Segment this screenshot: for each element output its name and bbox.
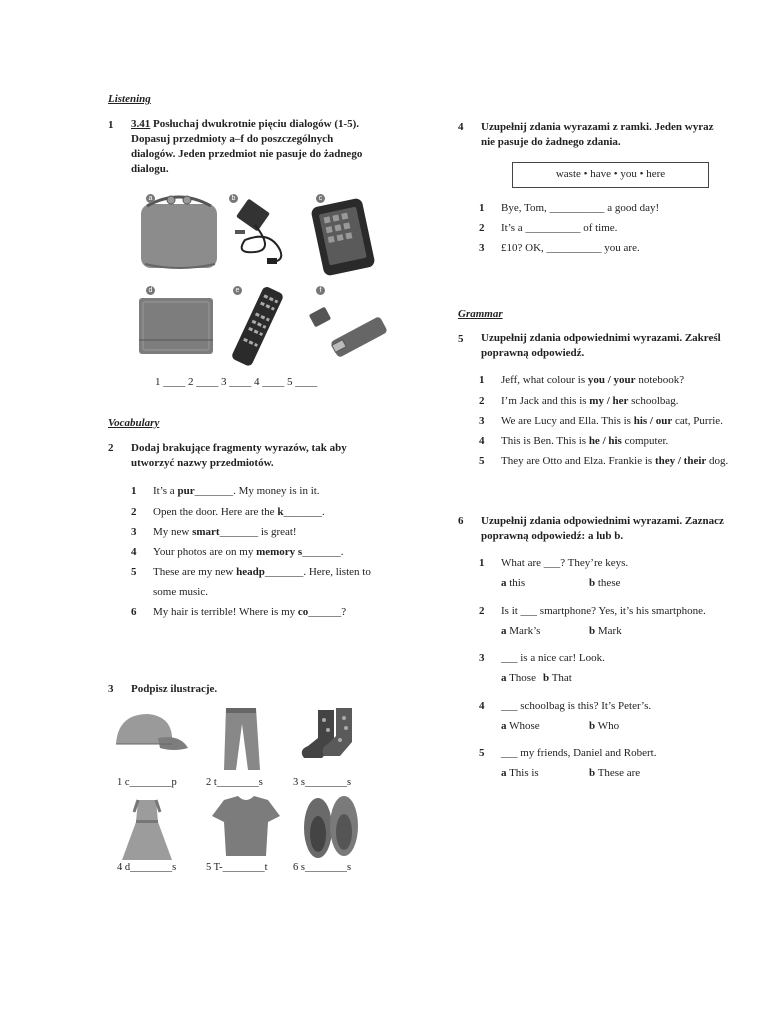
item-question: ___ my friends, Daniel and Robert. bbox=[501, 747, 657, 759]
option-text: these bbox=[597, 577, 621, 589]
item-bold: pur bbox=[177, 485, 195, 497]
task-4-line-2: nie pasuje do żadnego zdania. bbox=[481, 136, 621, 148]
item-text: Bye, Tom, __________ a good day! bbox=[501, 202, 660, 214]
option-a[interactable] bbox=[501, 720, 540, 732]
option-text: Mark bbox=[597, 625, 622, 637]
charger-image bbox=[235, 199, 281, 264]
task-3-label-1[interactable]: 1 c________p bbox=[117, 777, 177, 788]
task-3-label-3[interactable]: 3 s________s bbox=[293, 777, 352, 788]
track-number: 3.41 bbox=[131, 118, 151, 130]
item-number: 1 bbox=[131, 485, 137, 497]
wallet-image bbox=[139, 298, 213, 354]
item-text: £10? OK, __________ you are. bbox=[501, 242, 640, 254]
task-6-instruction bbox=[481, 514, 766, 544]
badge-e: e bbox=[233, 286, 242, 295]
option-b[interactable] bbox=[589, 720, 619, 732]
task-5-line-2: poprawną odpowiedź. bbox=[481, 347, 585, 359]
option-b[interactable] bbox=[589, 767, 640, 779]
task-6-item-4 bbox=[479, 700, 764, 718]
badge-f: f bbox=[316, 286, 325, 295]
task-1-line-3: dialogów. Jeden przedmiot nie pasuje do żadnego bbox=[131, 148, 363, 160]
item-number: 2 bbox=[131, 506, 137, 518]
option-text: Those bbox=[509, 672, 536, 684]
task-2-item-5-cont bbox=[131, 586, 421, 606]
task-6-item-4-options bbox=[501, 720, 701, 738]
task-1-answer-blanks[interactable]: 1 ____ 2 ____ 3 ____ 4 ____ 5 ____ bbox=[155, 376, 318, 388]
task-5-line-1: Uzupełnij zdania odpowiednimi wyrazami. Zakreśl bbox=[481, 332, 721, 344]
task-3-pictures bbox=[108, 704, 378, 884]
task-2-number: 2 bbox=[108, 442, 114, 454]
item-bold: smart bbox=[192, 526, 220, 538]
task-3-number: 3 bbox=[108, 683, 114, 695]
option-letter: a bbox=[501, 767, 507, 779]
item-text: It’s a bbox=[153, 485, 178, 497]
item-number: 1 bbox=[479, 557, 485, 569]
task-5-item-3[interactable] bbox=[479, 415, 764, 435]
option-text: These are bbox=[597, 767, 641, 779]
task-4-instruction bbox=[481, 120, 761, 150]
task-3-label-6[interactable]: 6 s________s bbox=[293, 862, 352, 873]
task-6-item-1-options bbox=[501, 577, 701, 595]
item-text: some music. bbox=[153, 586, 208, 598]
option-a[interactable] bbox=[501, 625, 540, 637]
item-bold: co bbox=[297, 606, 309, 618]
item-number: 5 bbox=[479, 455, 485, 467]
grammar-header: Grammar bbox=[458, 308, 503, 320]
task-1-instruction bbox=[131, 117, 411, 177]
item-choice[interactable]: he / his bbox=[588, 435, 622, 447]
task-1-line-1: Posłuchaj dwukrotnie pięciu dialogów (1-5). bbox=[150, 118, 360, 130]
item-question: Is it ___ smartphone? Yes, it’s his smartphone. bbox=[501, 605, 706, 617]
task-2-item-1[interactable] bbox=[131, 485, 421, 505]
option-text: That bbox=[551, 672, 572, 684]
task-2-item-6[interactable] bbox=[131, 606, 421, 626]
t-shirt-image bbox=[212, 796, 280, 856]
task-2-line-2: utworzyć nazwy przedmiotów. bbox=[131, 457, 274, 469]
option-letter: a bbox=[501, 625, 507, 637]
option-text: Whose bbox=[509, 720, 540, 732]
task-6-item-5 bbox=[479, 747, 764, 765]
item-question: ___ is a nice car! Look. bbox=[501, 652, 605, 664]
task-2-item-4[interactable] bbox=[131, 546, 421, 566]
task-2-item-2[interactable] bbox=[131, 506, 421, 526]
task-5-item-1[interactable] bbox=[479, 374, 764, 394]
task-2-item-3[interactable] bbox=[131, 526, 421, 546]
item-number: 2 bbox=[479, 222, 485, 234]
task-5-item-4[interactable] bbox=[479, 435, 764, 455]
task-4-line-1: Uzupełnij zdania wyrazami z ramki. Jeden wyraz bbox=[481, 121, 714, 133]
item-text: It’s a __________ of time. bbox=[501, 222, 618, 234]
item-text-end: _______. Here, listen to bbox=[264, 566, 371, 578]
item-number: 4 bbox=[479, 700, 485, 712]
item-bold: memory s bbox=[256, 546, 303, 558]
option-letter: a bbox=[501, 577, 507, 589]
task-3-label-5[interactable]: 5 T-________t bbox=[206, 862, 268, 873]
smartphone-image bbox=[310, 197, 375, 276]
task-3-instruction: Podpisz ilustracje. bbox=[131, 683, 218, 695]
task-5-number: 5 bbox=[458, 333, 464, 345]
option-a[interactable] bbox=[501, 672, 536, 684]
option-a[interactable] bbox=[501, 577, 525, 589]
item-text: Jeff, what colour is bbox=[501, 374, 588, 386]
task-4-item-2[interactable] bbox=[479, 222, 749, 242]
word-box: waste • have • you • here bbox=[512, 162, 709, 188]
task-6-item-2-options bbox=[501, 625, 701, 643]
item-choice[interactable]: you / your bbox=[587, 374, 636, 386]
item-text: Open the door. Here are the bbox=[153, 506, 278, 518]
badge-d: d bbox=[146, 286, 155, 295]
option-letter: b bbox=[543, 672, 550, 684]
item-text: Your photos are on my bbox=[153, 546, 257, 558]
item-text: They are Otto and Elza. Frankie is bbox=[501, 455, 655, 467]
task-6-number: 6 bbox=[458, 515, 464, 527]
item-number: 6 bbox=[131, 606, 137, 618]
task-6-line-2: poprawną odpowiedź: a lub b. bbox=[481, 530, 624, 542]
task-4-item-3[interactable] bbox=[479, 242, 749, 262]
badge-c: c bbox=[316, 194, 325, 203]
listening-header: Listening bbox=[108, 93, 151, 105]
item-question: What are ___? They’re keys. bbox=[501, 557, 629, 569]
item-number: 2 bbox=[479, 395, 485, 407]
option-text: This is bbox=[509, 767, 539, 779]
dress-image bbox=[122, 800, 172, 860]
item-text: My hair is terrible! Where is my bbox=[153, 606, 298, 618]
option-text: this bbox=[509, 577, 526, 589]
option-b[interactable] bbox=[543, 672, 572, 684]
item-text-end: computer. bbox=[621, 435, 669, 447]
item-text-end: _______. bbox=[283, 506, 325, 518]
option-b[interactable] bbox=[589, 625, 622, 637]
task-6-item-1 bbox=[479, 557, 764, 575]
item-text: We are Lucy and Ella. This is bbox=[501, 415, 634, 427]
task-6-item-3-options bbox=[501, 672, 701, 690]
badge-b: b bbox=[229, 194, 238, 203]
item-number: 3 bbox=[131, 526, 137, 538]
item-bold: headp bbox=[236, 566, 265, 578]
item-text: My new bbox=[153, 526, 193, 538]
task-6-item-2 bbox=[479, 605, 764, 623]
option-letter: a bbox=[501, 672, 507, 684]
item-text-end: _______ is great! bbox=[219, 526, 297, 538]
option-letter: b bbox=[589, 577, 596, 589]
task-1-line-4: dialogu. bbox=[131, 163, 169, 175]
item-bold: k bbox=[277, 506, 284, 518]
item-text-end: schoolbag. bbox=[628, 395, 679, 407]
item-text: I’m Jack and this is bbox=[501, 395, 590, 407]
item-text-end: notebook? bbox=[635, 374, 685, 386]
item-text-end: _______. My money is in it. bbox=[194, 485, 320, 497]
option-a[interactable] bbox=[501, 767, 539, 779]
task-6-item-3 bbox=[479, 652, 764, 670]
memory-stick-image bbox=[309, 307, 388, 358]
task-5-item-2[interactable] bbox=[479, 395, 764, 415]
task-4-number: 4 bbox=[458, 121, 464, 133]
item-text-end: cat, Purrie. bbox=[672, 415, 723, 427]
item-number: 4 bbox=[131, 546, 137, 558]
badge-a: a bbox=[146, 194, 155, 203]
item-text: These are my new bbox=[153, 566, 237, 578]
task-2-item-5[interactable] bbox=[131, 566, 421, 586]
item-number: 1 bbox=[479, 374, 485, 386]
item-number: 3 bbox=[479, 415, 485, 427]
task-3-label-2[interactable]: 2 t________s bbox=[206, 777, 263, 788]
cap-image bbox=[116, 714, 188, 750]
item-number: 5 bbox=[131, 566, 137, 578]
item-text: This is Ben. This is bbox=[501, 435, 589, 447]
item-text-end: dog. bbox=[706, 455, 729, 467]
option-letter: b bbox=[589, 767, 596, 779]
shoes-image bbox=[304, 796, 358, 858]
item-text-end: ______? bbox=[308, 606, 347, 618]
item-choice[interactable]: his / our bbox=[633, 415, 673, 427]
item-number: 1 bbox=[479, 202, 485, 214]
item-question: ___ schoolbag is this? It’s Peter’s. bbox=[501, 700, 652, 712]
trousers-image bbox=[224, 708, 260, 770]
item-number: 3 bbox=[479, 652, 485, 664]
item-number: 5 bbox=[479, 747, 485, 759]
task-2-line-1: Dodaj brakujące fragmenty wyrazów, tak aby bbox=[131, 442, 347, 454]
item-choice[interactable]: they / their bbox=[654, 455, 707, 467]
item-text-end: _______. bbox=[302, 546, 344, 558]
item-number: 4 bbox=[479, 435, 485, 447]
task-2-instruction bbox=[131, 441, 411, 471]
option-b[interactable] bbox=[589, 577, 620, 589]
task-1-number: 1 bbox=[108, 119, 114, 131]
task-1-pictures bbox=[135, 190, 405, 375]
option-letter: b bbox=[589, 720, 596, 732]
purse-image bbox=[141, 196, 217, 268]
item-number: 2 bbox=[479, 605, 485, 617]
task-3-label-4[interactable]: 4 d________s bbox=[117, 862, 177, 873]
socks-image bbox=[302, 708, 352, 758]
option-letter: b bbox=[589, 625, 596, 637]
item-number: 3 bbox=[479, 242, 485, 254]
remote-control-image bbox=[231, 285, 285, 367]
task-1-line-2: Dopasuj przedmioty a–f do poszczególnych bbox=[131, 133, 334, 145]
task-6-item-5-options bbox=[501, 767, 701, 785]
task-5-item-5[interactable] bbox=[479, 455, 764, 475]
item-choice[interactable]: my / her bbox=[589, 395, 629, 407]
task-4-item-1[interactable] bbox=[479, 202, 749, 222]
option-text: Mark’s bbox=[509, 625, 541, 637]
task-6-line-1: Uzupełnij zdania odpowiednimi wyrazami. Zaznacz bbox=[481, 515, 724, 527]
option-text: Who bbox=[597, 720, 620, 732]
vocabulary-header: Vocabulary bbox=[108, 417, 160, 429]
task-5-instruction bbox=[481, 331, 766, 361]
option-letter: a bbox=[501, 720, 507, 732]
